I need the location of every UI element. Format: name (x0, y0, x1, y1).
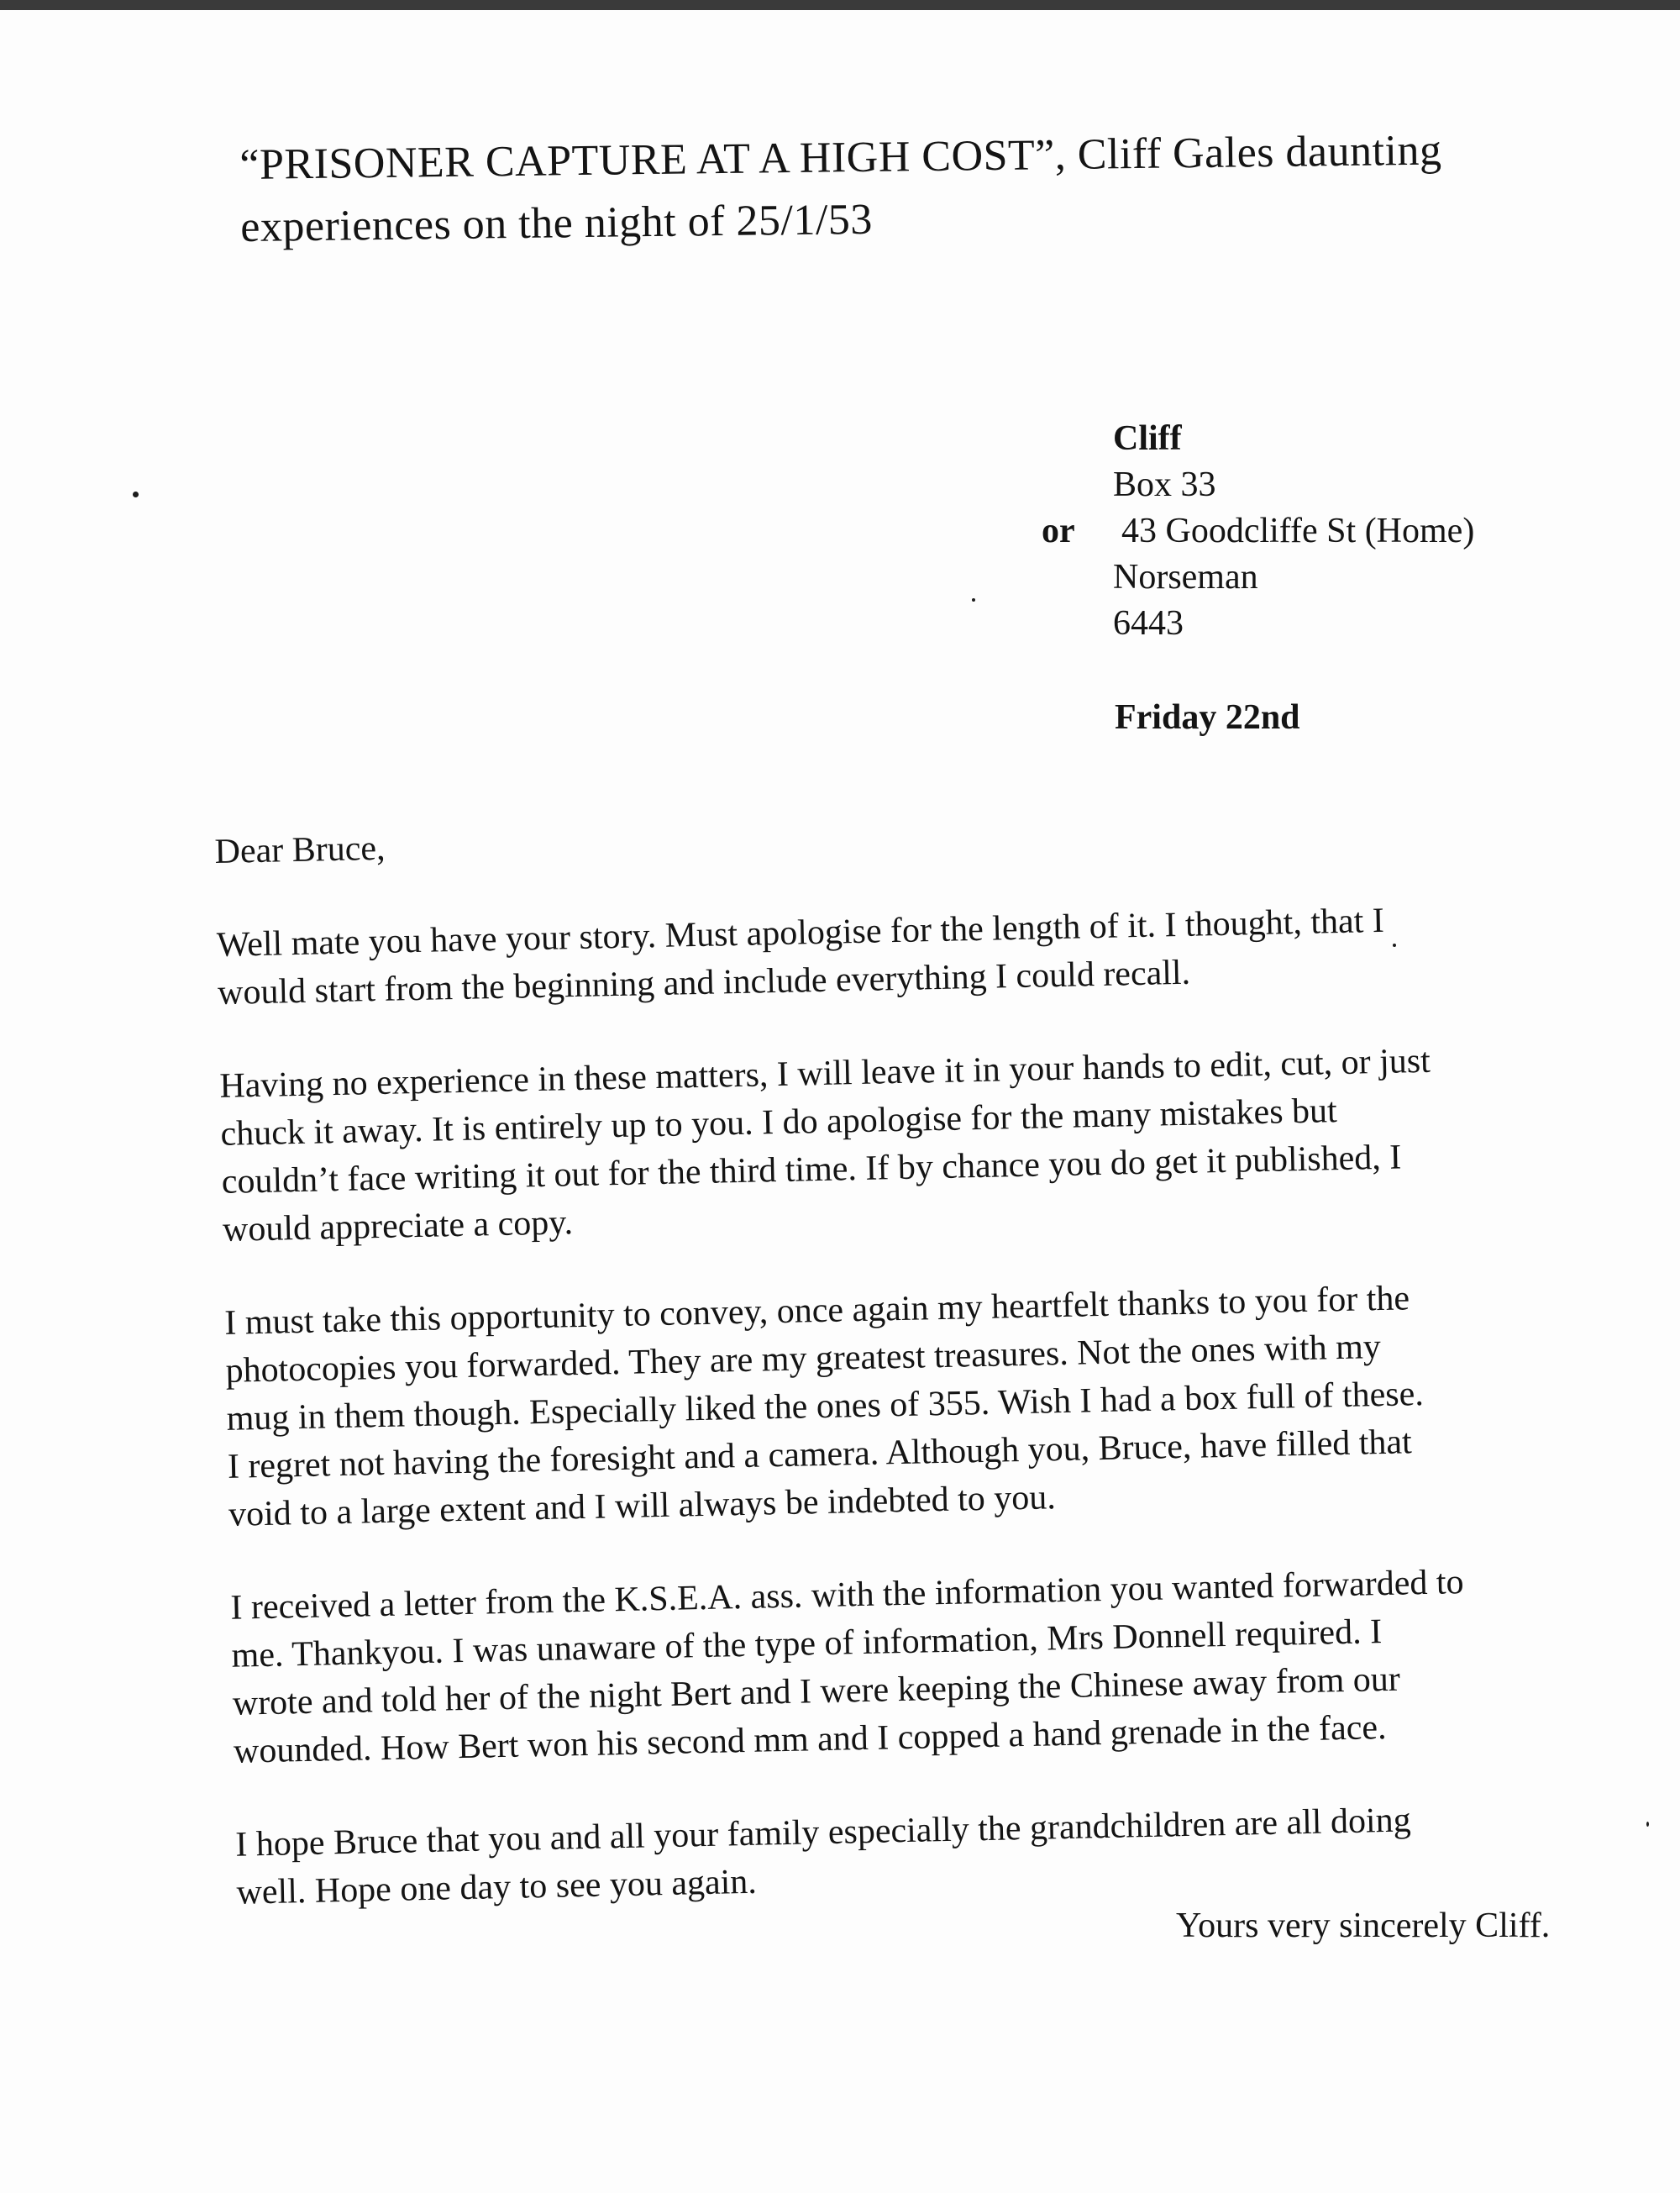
scan-top-edge (0, 0, 1680, 10)
town: Norseman (1113, 558, 1258, 597)
paragraph-line: couldn’t face writing it out for the third time. If by chance you do get it published, I (221, 1138, 1402, 1202)
paragraph-line: wrote and told her of the night Bert and I were keeping the Chinese away from our (232, 1659, 1401, 1723)
address-line (1042, 508, 1579, 555)
address-line (1042, 462, 1579, 508)
title-line-2: experiences on the night of 25/1/53 (240, 195, 874, 251)
paragraph-line: wounded. How Bert won his second mm and I copped a hand grenade in the face. (233, 1708, 1387, 1771)
postcode: 6443 (1113, 604, 1184, 643)
document-title (239, 118, 1551, 259)
paragraph-line: I received a letter from the K.S.E.A. ass. with the information you wanted forwarded to (229, 1563, 1465, 1628)
paragraph-line: well. Hope one day to see you again. (236, 1862, 758, 1912)
address-line (1042, 555, 1579, 601)
paragraph-line: chuck it away. It is entirely up to you. I do apologise for the many mistakes but (220, 1091, 1338, 1154)
paragraph-line: I must take this opportunity to convey, once again my heartfelt thanks to you for the (223, 1279, 1410, 1343)
scan-speck (133, 492, 139, 497)
scan-speck (1646, 1822, 1649, 1827)
paragraph (230, 1555, 1611, 1775)
closing-signature: Yours very sincerely Cliff. (1176, 1906, 1551, 1945)
sender-name: Cliff (1113, 419, 1182, 458)
paragraph (219, 1034, 1600, 1254)
address-line (1042, 416, 1579, 462)
paragraph-line: Well mate you have your story. Must apologise for the length of it. I thought, that I (216, 901, 1385, 965)
paragraph-line: mug in them though. Especially liked the ones of 355. Wish I had a box full of these. (226, 1375, 1425, 1438)
paragraph-line: photocopies you forwarded. They are my greatest treasures. Not the ones with my (225, 1328, 1382, 1391)
letter-body (214, 799, 1615, 1963)
address-line (1042, 601, 1579, 647)
po-box: Box 33 (1113, 465, 1216, 504)
paragraph-line: void to a large extent and I will always be indebted to you. (228, 1478, 1057, 1534)
paragraph (216, 893, 1595, 1018)
paragraph (224, 1271, 1607, 1539)
paragraph-line: would appreciate a copy. (222, 1203, 574, 1249)
paragraph-line: me. Thankyou. I was unaware of the type of information, Mrs Donnell required. I (231, 1612, 1383, 1675)
or-label: or (1042, 512, 1075, 550)
salutation: Dear Bruce, (214, 828, 386, 871)
title-line-1: “PRISONER CAPTURE AT A HIGH COST”, Cliff Gales daunting (239, 126, 1442, 189)
paragraph-line: I regret not having the foresight and a camera. Although you, Bruce, have filled that (227, 1423, 1413, 1486)
paragraph (235, 1792, 1614, 1917)
letter-date: Friday 22nd (1115, 698, 1300, 737)
street-address: 43 Goodcliffe St (Home) (1121, 512, 1475, 550)
paragraph-line: Having no experience in these matters, I will leave it in your hands to edit, cut, or just (218, 1041, 1431, 1106)
paragraph-line: I hope Bruce that you and all your family especially the grandchildren are all doing (234, 1801, 1412, 1864)
paragraph-line: would start from the beginning and include everything I could recall. (217, 953, 1191, 1012)
sender-address (1042, 416, 1579, 647)
scan-speck (972, 598, 975, 602)
